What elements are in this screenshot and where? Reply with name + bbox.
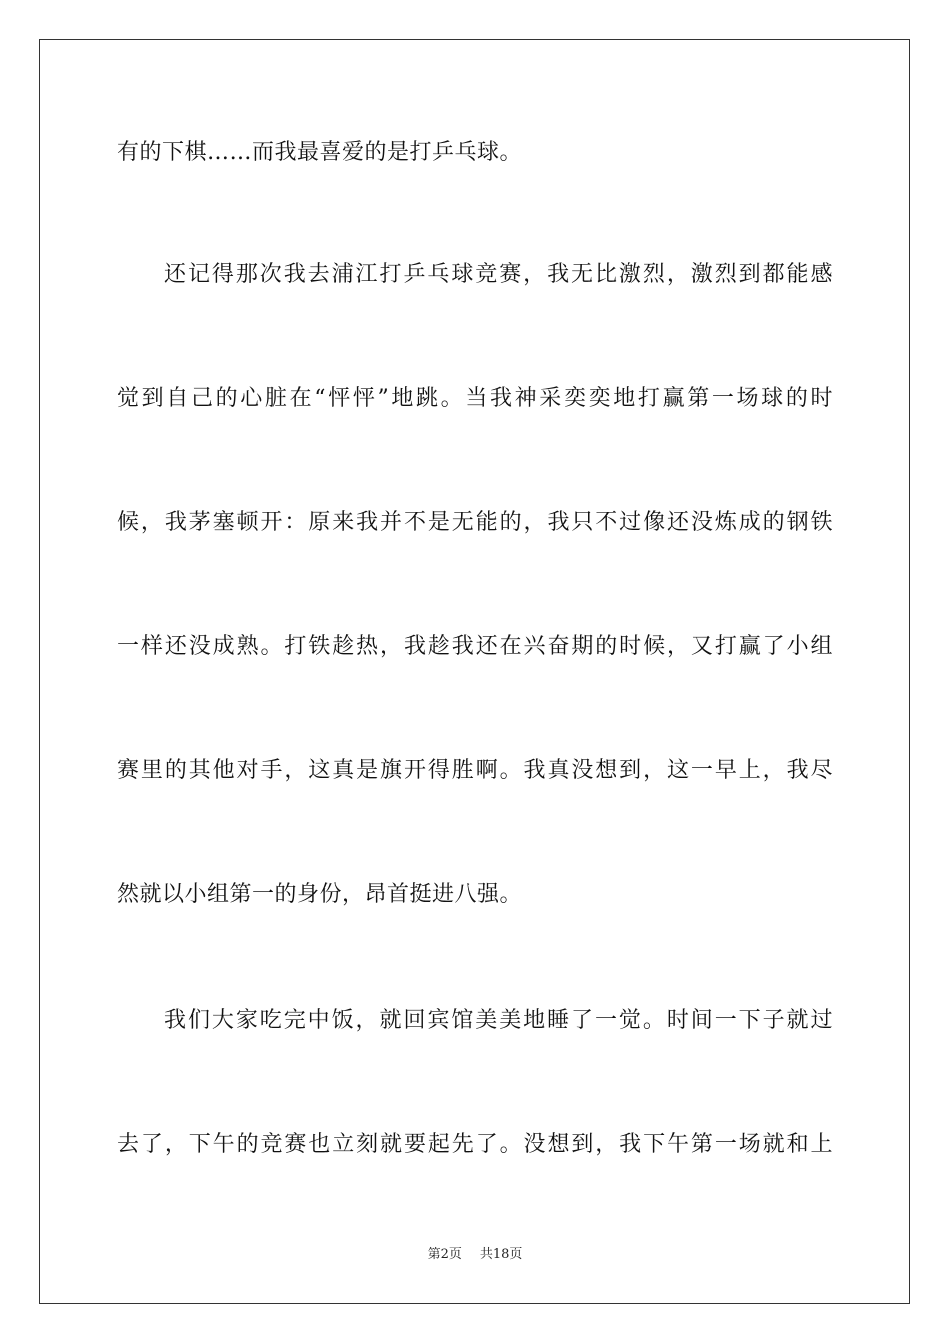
page-number: 第2页 [427, 1247, 462, 1262]
paragraph-line-6: 赛里的其他对手，这真是旗开得胜啊。我真没想到，这一早上，我尽 [117, 758, 833, 783]
page-footer [0, 1246, 950, 1264]
paragraph-line-2: 还记得那次我去浦江打乒乓球竞赛，我无比激烈，激烈到都能感 [164, 262, 833, 287]
paragraph-line-8: 我们大家吃完中饭，就回宾馆美美地睡了一觉。时间一下子就过 [164, 1008, 833, 1033]
paragraph-line-5: 一样还没成熟。打铁趁热，我趁我还在兴奋期的时候，又打赢了小组 [117, 634, 833, 659]
paragraph-line-9: 去了，下午的竞赛也立刻就要起先了。没想到，我下午第一场就和上 [117, 1132, 833, 1157]
paragraph-line-4: 候，我茅塞顿开：原来我并不是无能的，我只不过像还没炼成的钢铁 [117, 510, 833, 535]
paragraph-line-7: 然就以小组第一的身份，昂首挺进八强。 [117, 882, 523, 907]
paragraph-line-1: 有的下棋……而我最喜爱的是打乒乓球。 [117, 140, 523, 165]
page-border [39, 39, 910, 1304]
page-total: 共18页 [479, 1247, 523, 1262]
paragraph-line-3: 觉到自己的心脏在“怦怦”地跳。当我神采奕奕地打赢第一场球的时 [117, 386, 833, 411]
